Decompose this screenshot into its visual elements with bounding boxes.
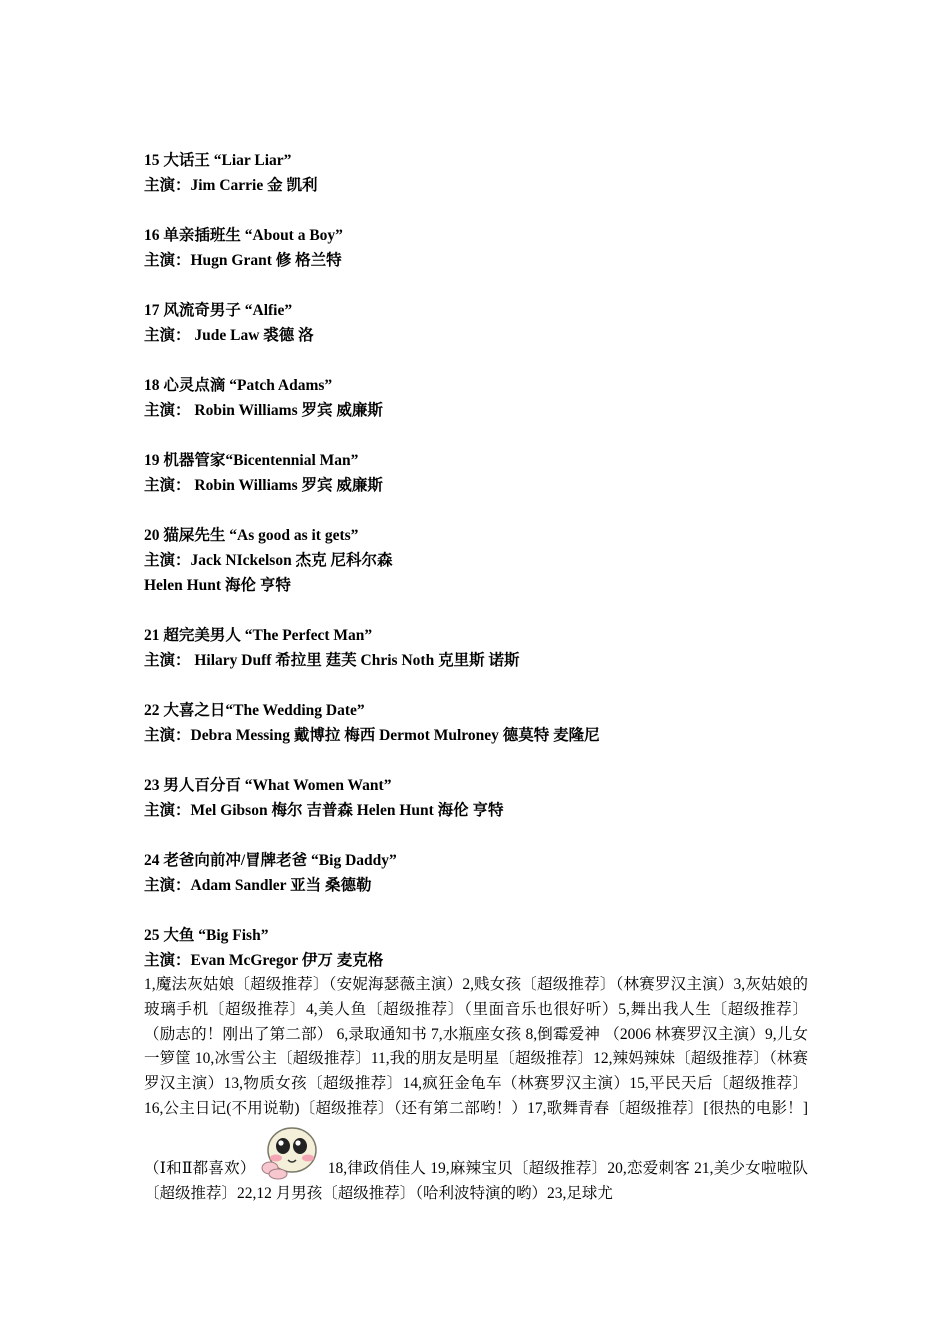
movie-title: 15 大话王 “Liar Liar” <box>144 152 292 169</box>
movie-cast: 主演：Debra Messing 戴博拉 梅西 Dermot Mulroney 德莫特 麦隆尼 <box>144 727 600 744</box>
movie-entry-24 <box>144 848 808 898</box>
recommendation-paragraph <box>144 973 808 1207</box>
paragraph-text-part2: 18,律政俏佳人 19,麻辣宝贝〔超级推荐〕20,恋爱刺客 21,美少女啦啦队〔超级推荐〕22,12 月男孩〔超级推荐〕（哈利波特演的哟）23,足球尤 <box>144 1159 808 1202</box>
movie-title: 18 心灵点滴 “Patch Adams” <box>144 377 333 394</box>
movie-title: 22 大喜之日“The Wedding Date” <box>144 702 365 719</box>
document-page <box>144 148 808 1207</box>
movie-cast: 主演： Hilary Duff 希拉里 莛芙 Chris Noth 克里斯 诺斯 <box>144 652 520 669</box>
movie-cast: 主演：Jack NIckelson 杰克 尼科尔森 <box>144 552 393 569</box>
movie-title: 19 机器管家“Bicentennial Man” <box>144 452 359 469</box>
movie-entry-19 <box>144 448 808 498</box>
movie-entry-18 <box>144 373 808 423</box>
movie-entry-23 <box>144 773 808 823</box>
movie-cast: 主演：Evan McGregor 伊万 麦克格 <box>144 952 384 969</box>
movie-title: 24 老爸向前冲/冒牌老爸 “Big Daddy” <box>144 852 397 869</box>
movie-title: 23 男人百分百 “What Women Want” <box>144 777 392 794</box>
movie-title: 16 单亲插班生 “About a Boy” <box>144 227 343 244</box>
movie-title: 20 猫屎先生 “As good as it gets” <box>144 527 359 544</box>
movie-cast: 主演： Robin Williams 罗宾 威廉斯 <box>144 477 383 494</box>
movie-cast-continued: Helen Hunt 海伦 亨特 <box>144 577 291 594</box>
movie-title: 21 超完美男人 “The Perfect Man” <box>144 627 373 644</box>
movie-cast: 主演：Jim Carrie 金 凯利 <box>144 177 318 194</box>
movie-title: 17 风流奇男子 “Alfie” <box>144 302 293 319</box>
movie-entry-15 <box>144 148 808 198</box>
movie-entry-22 <box>144 698 808 748</box>
movie-cast: 主演： Robin Williams 罗宾 威廉斯 <box>144 402 383 419</box>
smiling-face-emoticon-icon <box>258 1122 322 1182</box>
movie-cast: 主演： Jude Law 裘德 洛 <box>144 327 314 344</box>
movie-cast: 主演：Hugn Grant 修 格兰特 <box>144 252 342 269</box>
movie-entry-16 <box>144 223 808 273</box>
movie-entry-17 <box>144 298 808 348</box>
movie-cast: 主演：Adam Sandler 亚当 桑德勒 <box>144 877 372 894</box>
paragraph-text-part1: 1,魔法灰姑娘〔超级推荐〕（安妮海瑟薇主演）2,贱女孩〔超级推荐〕（林赛罗汉主演）3,灰姑娘的玻璃手机〔超级推荐〕4,美人鱼〔超级推荐〕（里面音乐也很好听）5,舞出我人生〔超级推荐〕 （励志的！刚出了第二部） 6,录取通知书 7,水瓶座女孩 8,倒霉爱神 （2006 林赛罗汉主演）9,儿女一箩筐 10,冰雪公主〔超级推荐〕11,我的朋友是明星〔超级推荐〕12,辣妈辣妹〔超级推荐〕（林赛罗汉主演）13,物质女孩〔超级推荐〕14,疯狂金龟车（林赛罗汉主演）15,平民天后〔超级推荐〕16,公主日记(不用说勒)〔超级推荐〕（还有第二部哟！）17,歌舞青春〔超级推荐〕[很热的电影！]（Ⅰ和Ⅱ都喜欢） <box>144 976 808 1177</box>
movie-entry-21 <box>144 623 808 673</box>
movie-cast: 主演：Mel Gibson 梅尔 吉普森 Helen Hunt 海伦 亨特 <box>144 802 504 819</box>
movie-title: 25 大鱼 “Big Fish” <box>144 927 269 944</box>
movie-entry-20 <box>144 523 808 598</box>
movie-entry-25 <box>144 923 808 973</box>
